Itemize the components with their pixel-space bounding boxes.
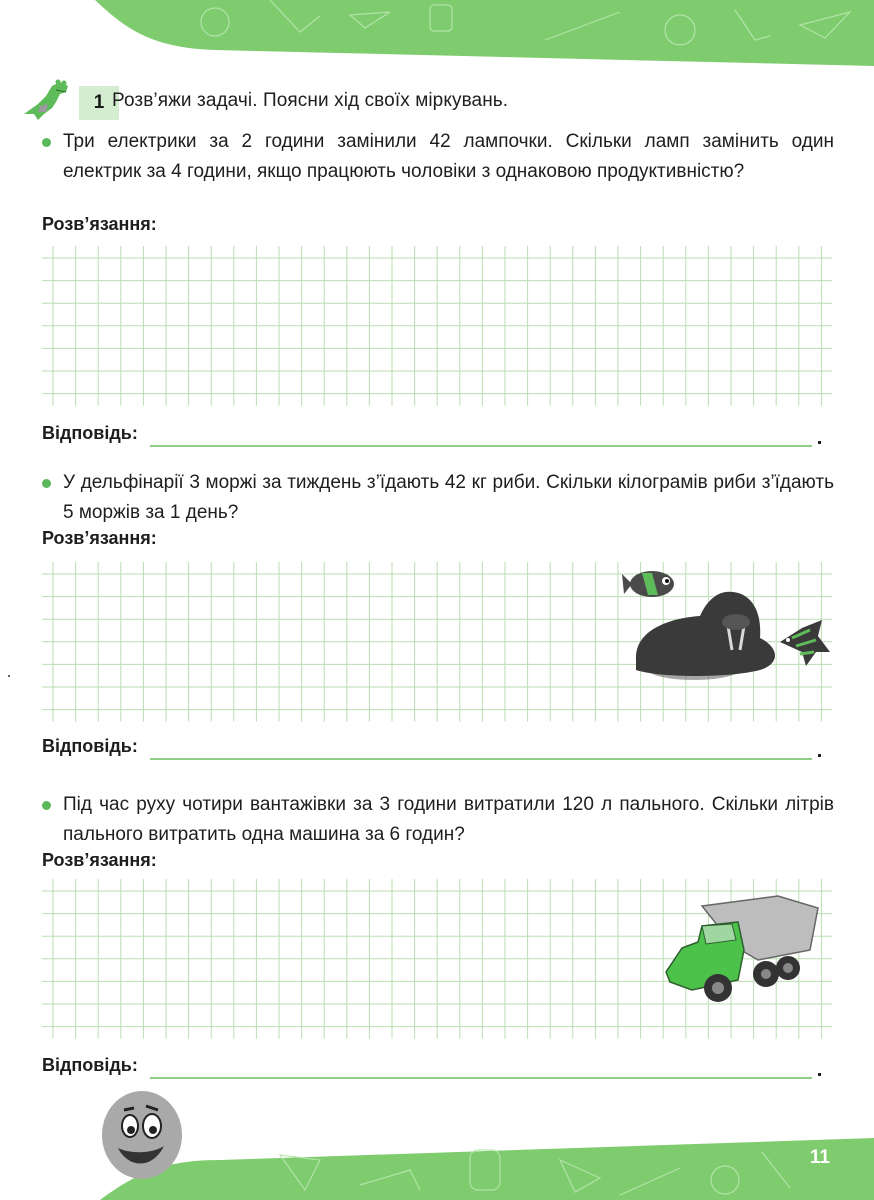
bullet-icon bbox=[42, 479, 51, 488]
period-mark bbox=[818, 441, 821, 444]
print-speck bbox=[8, 675, 10, 677]
task-heading bbox=[16, 78, 716, 122]
problem-statement: Три електрики за 2 години замінили 42 лампочки. Скільки ламп замінить один електрик за 4 години, якщо працюють чоловіки з однаковою продуктивністю? bbox=[63, 131, 834, 182]
problem-3-text bbox=[42, 790, 834, 850]
problem-1-text bbox=[42, 127, 834, 187]
page-number: 11 bbox=[809, 1147, 830, 1168]
bullet-icon bbox=[42, 138, 51, 147]
answer-row-3 bbox=[42, 1055, 832, 1085]
dump-truck-icon bbox=[662, 892, 826, 1010]
solution-label: Розв’язання: bbox=[42, 850, 157, 870]
solution-label: Розв’язання: bbox=[42, 528, 157, 548]
header-banner-shape bbox=[95, 0, 874, 66]
answer-row-1 bbox=[42, 423, 832, 453]
clownfish-icon bbox=[622, 571, 674, 597]
walrus-icon bbox=[636, 592, 775, 680]
solution-grid-1[interactable] bbox=[42, 246, 834, 410]
angelfish-icon bbox=[780, 620, 830, 666]
period-mark bbox=[818, 754, 821, 757]
bullet-icon bbox=[42, 801, 51, 810]
answer-row-2 bbox=[42, 736, 832, 766]
answer-input-line[interactable] bbox=[150, 445, 812, 447]
period-mark bbox=[818, 1073, 821, 1076]
answer-input-line[interactable] bbox=[150, 758, 812, 760]
task-title: Розв’яжи задачі. Поясни хід своїх міркувань. bbox=[112, 90, 509, 111]
answer-label: Відповідь: bbox=[42, 1055, 138, 1075]
answer-label: Відповідь: bbox=[42, 736, 138, 756]
footer-banner-shape bbox=[100, 1138, 874, 1200]
walrus-and-fish-icon bbox=[620, 560, 835, 700]
task-number: 1 bbox=[79, 86, 119, 120]
header-banner bbox=[0, 0, 874, 70]
answer-input-line[interactable] bbox=[150, 1077, 812, 1079]
problem-2-text bbox=[42, 468, 834, 528]
dinosaur-mascot-icon bbox=[16, 78, 80, 122]
problem-statement: У дельфінарії 3 моржі за тиждень з’їдають 42 кг риби. Скільки кілограмів риби з’їдають 5 моржів за 1 день? bbox=[63, 472, 834, 523]
answer-label: Відповідь: bbox=[42, 423, 138, 443]
smiley-ball-icon bbox=[100, 1090, 184, 1180]
solution-label: Розв’язання: bbox=[42, 214, 157, 234]
problem-statement: Під час руху чотири вантажівки за 3 години витратили 120 л пального. Скільки літрів пального витратить одна машина за 6 годин? bbox=[63, 794, 834, 845]
